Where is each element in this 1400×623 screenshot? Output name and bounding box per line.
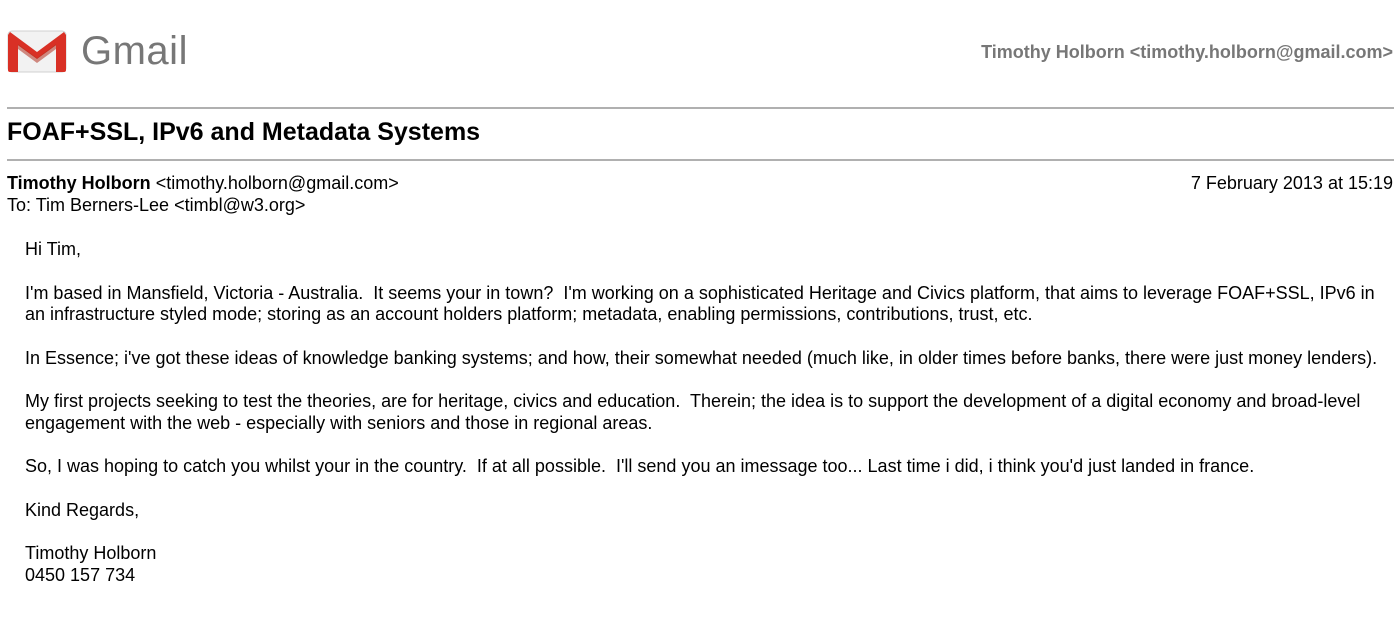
greeting: Hi Tim,: [25, 239, 81, 259]
message-body: [25, 239, 1385, 586]
sender-name: Timothy Holborn: [7, 173, 151, 193]
body-paragraph: I'm based in Mansfield, Victoria - Australia. It seems your in town? I'm working on a sophisticated Heritage and Civics platform, that aims to leverage FOAF+SSL, IPv6 in an infrastructure styled mode; storing as an account holders platform; metadata, enabling permissions, contributions, trust, etc.: [25, 282, 1380, 324]
sender-email: <timothy.holborn@gmail.com>: [155, 173, 399, 193]
signature-name: Timothy Holborn: [25, 543, 157, 563]
closing: Kind Regards,: [25, 499, 140, 520]
gmail-wordmark: Gmail: [81, 28, 188, 73]
subject-divider: [7, 159, 1394, 161]
gmail-logo: [7, 30, 188, 73]
body-paragraph: So, I was hoping to catch you whilst your in the country. If at all possible. I'll send you an imessage too... Last time i did, i think you'd just landed in france.: [25, 456, 1255, 476]
gmail-envelope-icon: [7, 30, 67, 73]
body-paragraph: In Essence; i've got these ideas of knowledge banking systems; and how, their somewhat needed (much like, in older times before banks, there were just money lenders).: [25, 347, 1378, 368]
body-paragraph: My first projects seeking to test the theories, are for heritage, civics and education. Therein; the idea is to support the development of a digital economy and broad-level engagement with the web - especially with seniors and those in regional areas.: [25, 391, 1366, 433]
header-divider: [7, 107, 1394, 109]
sent-date: 7 February 2013 at 15:19: [1190, 173, 1393, 193]
sender-line: [7, 173, 399, 194]
account-identity: Timothy Holborn <timothy.holborn@gmail.com>: [981, 42, 1393, 62]
email-subject: FOAF+SSL, IPv6 and Metadata Systems: [7, 118, 481, 146]
signature-phone: 0450 157 734: [25, 564, 136, 585]
recipient-line: To: Tim Berners-Lee <timbl@w3.org>: [7, 195, 306, 215]
print-header: [0, 0, 1400, 108]
